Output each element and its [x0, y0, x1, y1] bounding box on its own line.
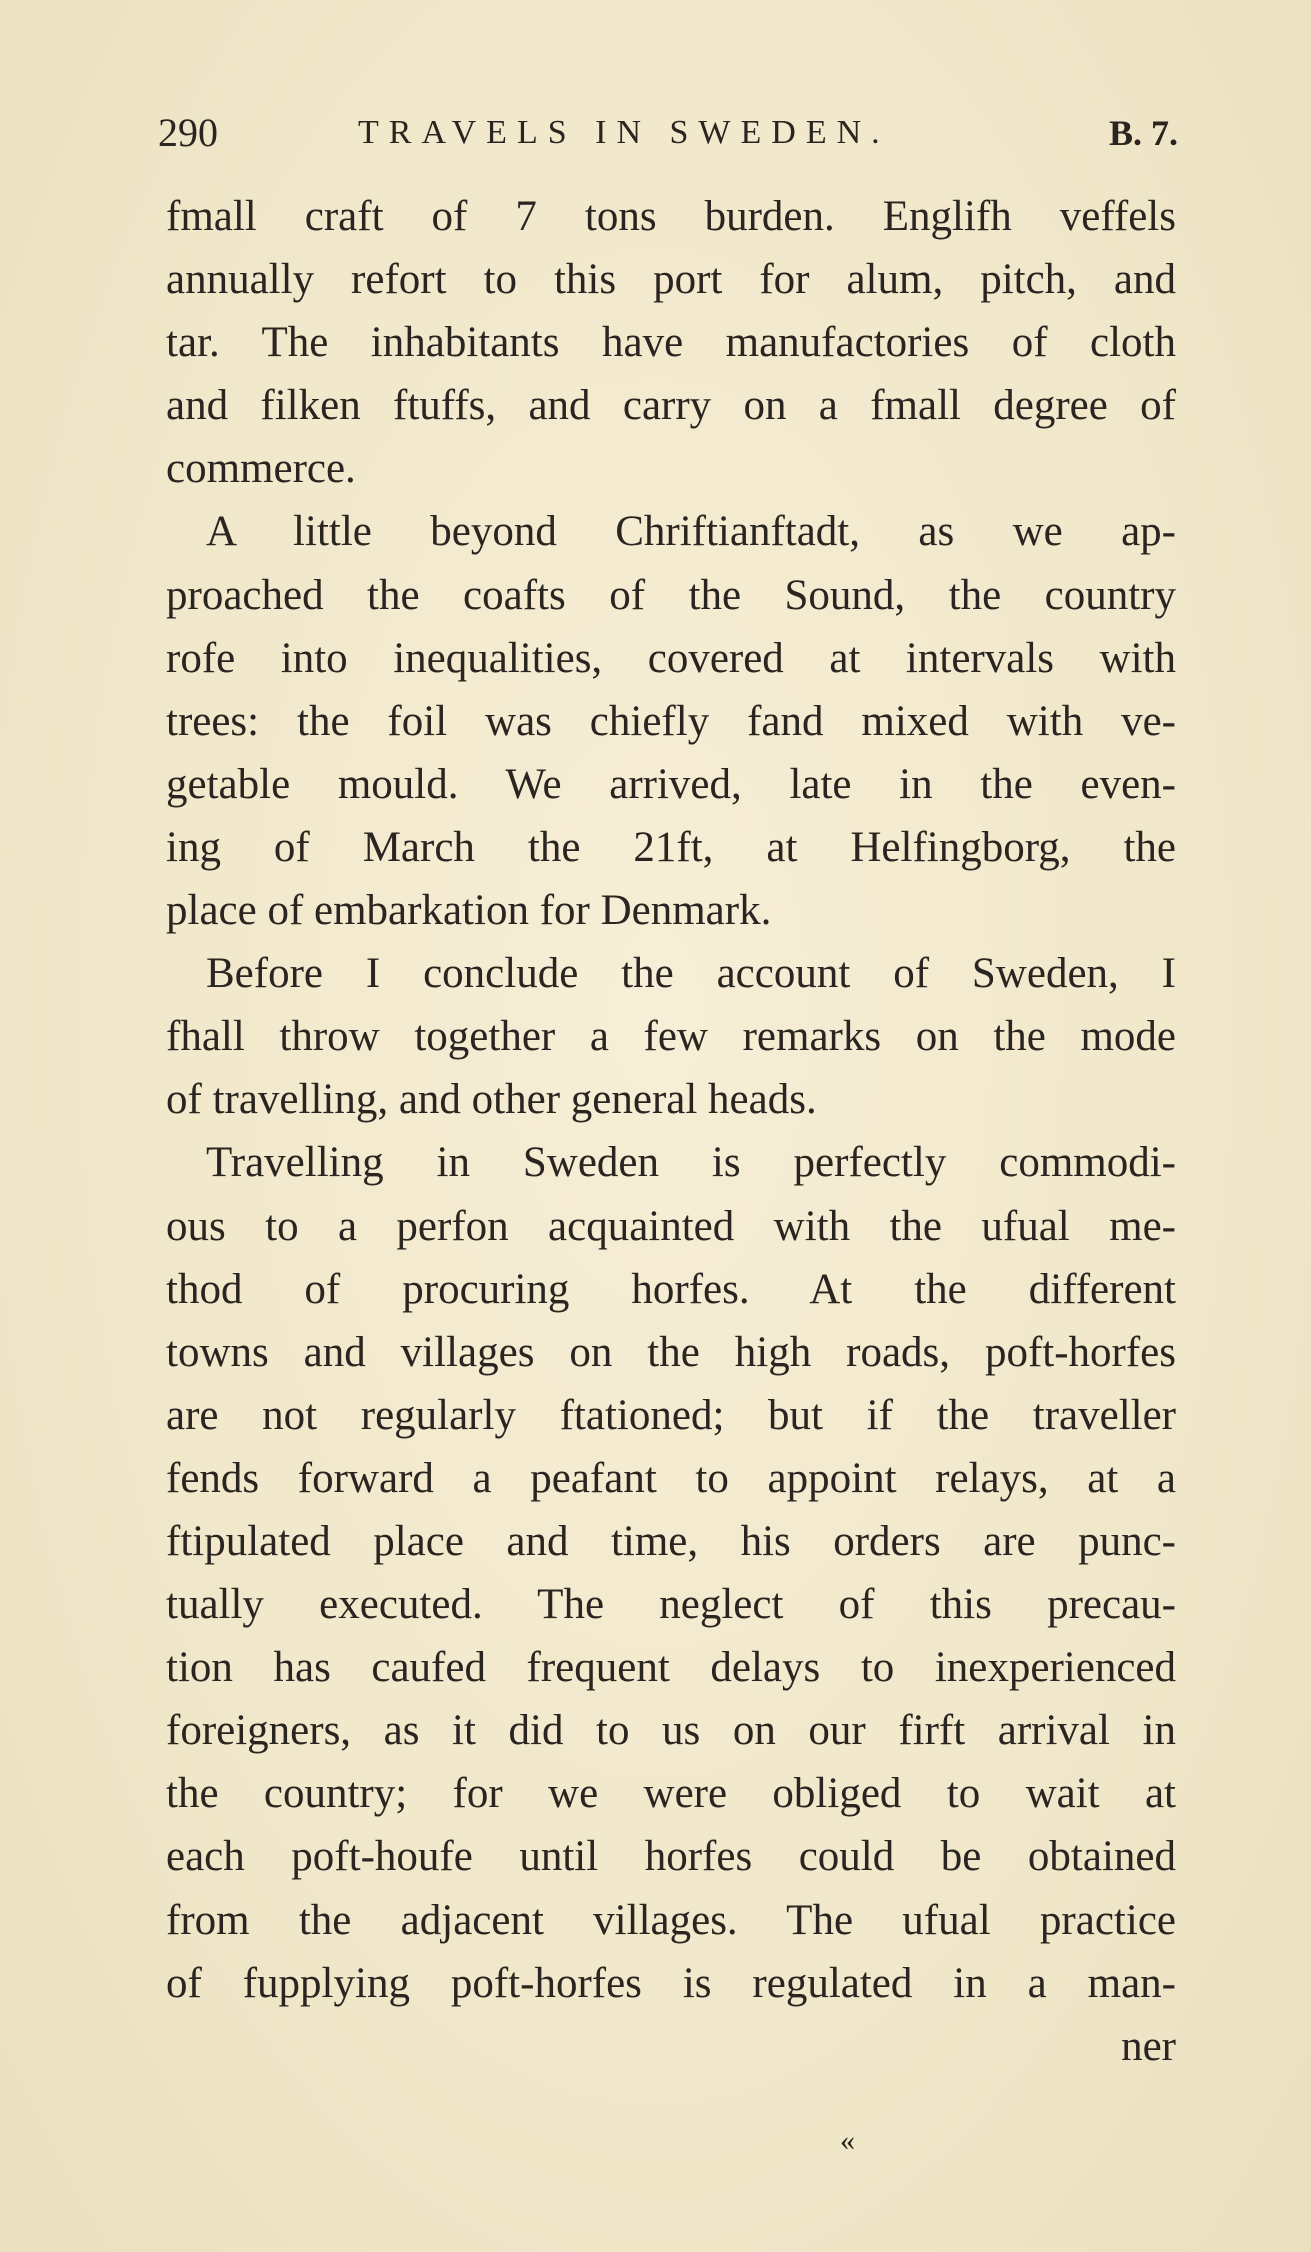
text-line: commerce.: [166, 445, 356, 493]
text-line: tually executed. The neglect of this precau-: [166, 1581, 1176, 1629]
text-line: proached the coafts of the Sound, the country: [166, 571, 1176, 619]
text-line: rofe into inequalities, covered at intervals with: [166, 634, 1176, 682]
catchword: ner: [1121, 2022, 1176, 2070]
text-line: and filken ftuffs, and carry on a fmall degree of: [166, 382, 1176, 430]
text-line: towns and villages on the high roads, poft-horfes: [166, 1328, 1176, 1376]
text-line: fhall throw together a few remarks on the mode: [166, 1013, 1176, 1061]
text-line: A little beyond Chriftianftadt, as we ap-: [206, 508, 1176, 556]
text-line: trees: the foil was chiefly fand mixed with ve-: [166, 697, 1176, 745]
text-line: foreigners, as it did to us on our firft arrival in: [166, 1707, 1176, 1755]
text-line: of travelling, and other general heads.: [166, 1076, 817, 1124]
running-title: TRAVELS IN SWEDEN.: [358, 114, 890, 151]
text-line: each poft-houfe until horfes could be obtained: [166, 1833, 1176, 1881]
text-line: ous to a perfon acquainted with the ufual me-: [166, 1202, 1176, 1250]
text-line: tar. The inhabitants have manufactories of cloth: [166, 319, 1176, 367]
text-line: annually refort to this port for alum, pitch, and: [166, 256, 1176, 304]
text-line: thod of procuring horfes. At the different: [166, 1265, 1176, 1313]
text-line: ftipulated place and time, his orders are punc-: [166, 1517, 1176, 1565]
text-line: getable mould. We arrived, late in the even-: [166, 760, 1176, 808]
text-line: fmall craft of 7 tons burden. Englifh veffels: [166, 193, 1176, 240]
text-line: fends forward a peafant to appoint relays, at a: [166, 1454, 1176, 1502]
book-label: B. 7.: [1108, 113, 1178, 153]
text-line: ing of March the 21ft, at Helfingborg, the: [166, 823, 1176, 871]
text-line: of fupplying poft-horfes is regulated in a man-: [166, 1959, 1176, 2007]
text-line: tion has caufed frequent delays to inexperienced: [166, 1644, 1176, 1692]
text-line: Travelling in Sweden is perfectly commodi-: [206, 1139, 1176, 1187]
text-line: place of embarkation for Denmark.: [166, 887, 772, 935]
running-header: [158, 108, 1178, 158]
text-line: the country; for we were obliged to wait at: [166, 1770, 1176, 1818]
page-number: 290: [158, 110, 218, 155]
text-line: from the adjacent villages. The ufual practice: [166, 1896, 1176, 1944]
signature-mark: «: [840, 2124, 855, 2157]
text-line: are not regularly ftationed; but if the traveller: [166, 1391, 1176, 1439]
body-text: [166, 185, 1176, 2078]
text-line: Before I conclude the account of Sweden, I: [206, 950, 1176, 998]
